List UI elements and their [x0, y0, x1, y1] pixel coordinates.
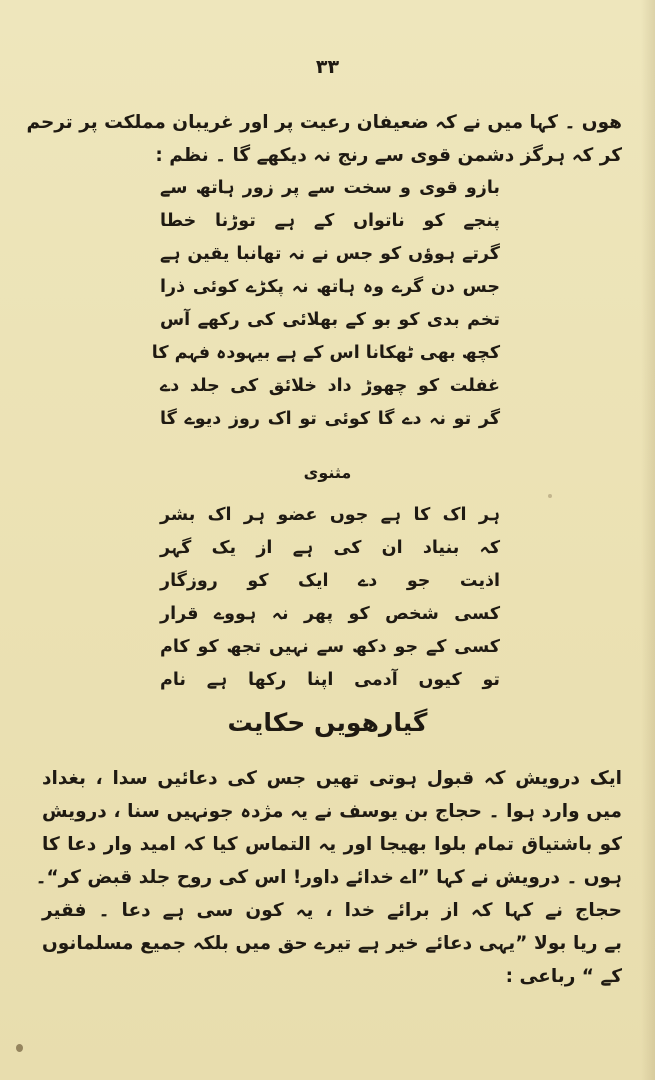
ink-spot	[548, 494, 552, 498]
prose-line: کر کہ ہرگز دشمن قوی سے رنج نہ دیکھے گا ۔ نظم :	[155, 145, 622, 166]
verse-line: اذیت جو دے ایک کو روزگار	[160, 571, 500, 591]
verse-line: بازو قوی و سخت سے پر زور ہاتھ سے	[160, 178, 500, 198]
page-number: ۳۳	[315, 56, 340, 78]
verse-line: گرتے ہوؤں کو جس نے نہ تھانبا یقین ہے	[160, 244, 500, 264]
verse-line: کہ بنیاد ان کی ہے از یک گہر	[160, 538, 500, 558]
masnavi-heading: مثنوی	[303, 463, 352, 482]
verse-line: جس دن گرے وہ ہاتھ نہ پکڑے کوئی ذرا	[160, 277, 500, 297]
top-paragraph	[26, 106, 622, 172]
prose-line: میں وارد ہوا ۔ حجاج بن یوسف نے یہ مژدہ جونہیں سنا ، درویش	[42, 801, 622, 822]
masnavi-verses	[160, 499, 500, 697]
prose-line: هوں ۔ کہا میں نے کہ ضعیفان رعیت پر اور غریبان مملکت پر ترحم	[26, 112, 622, 133]
prose-line: کو باشتیاق تمام بلوا بھیجا اور یہ التماس کیا کہ امید وار دعا کا	[42, 834, 622, 855]
prose-line: بے ریا بولا ”یہی دعائے خیر ہے تیرے حق میں بلکہ جمیع مسلمانوں	[42, 933, 622, 954]
prose-line: ہوں ۔ درویش نے کہا ”اے خدائے داور! اس کی روح جلد قبض کر“۔	[35, 867, 622, 888]
poem-verses	[151, 172, 500, 436]
verse-line: پنجے کو ناتواں کے ہے توڑنا خطا	[160, 211, 500, 231]
verse-line: کچھ بھی ٹھکانا اس کے ہے بیہودہ فہم کا	[151, 343, 500, 363]
story-heading: گیارھویں حکایت	[227, 708, 428, 737]
verse-line: گر تو نہ دے گا کوئی تو اک روز دیوے گا	[160, 409, 500, 429]
verse-line: تو کیوں آدمی اپنا رکھا ہے نام	[160, 670, 500, 690]
ink-spot	[16, 1044, 23, 1052]
prose-line: حجاج نے کہا کہ از برائے خدا ، یہ کون سی ہے دعا ۔ فقیر	[42, 900, 622, 921]
verse-line: غفلت کو چھوڑ داد خلائق کی جلد دے	[160, 376, 500, 396]
verse-line: کسی شخص کو پھر نہ ہووے قرار	[160, 604, 500, 624]
prose-line: ایک درویش کہ قبول ہوتی تھیں جس کی دعائیں سدا ، بغداد	[42, 768, 622, 789]
verse-line: تخم بدی کو بو کے بھلائی کی رکھے آس	[160, 310, 500, 330]
verse-line: کسی کے جو دکھ سے نہیں تجھ کو کام	[160, 637, 500, 657]
bottom-paragraph	[35, 762, 622, 993]
page-edge-shadow	[641, 0, 655, 1080]
prose-line: کے “ رباعی :	[505, 966, 622, 987]
verse-line: ہر اک کا ہے جوں عضو ہر اک بشر	[160, 505, 500, 525]
